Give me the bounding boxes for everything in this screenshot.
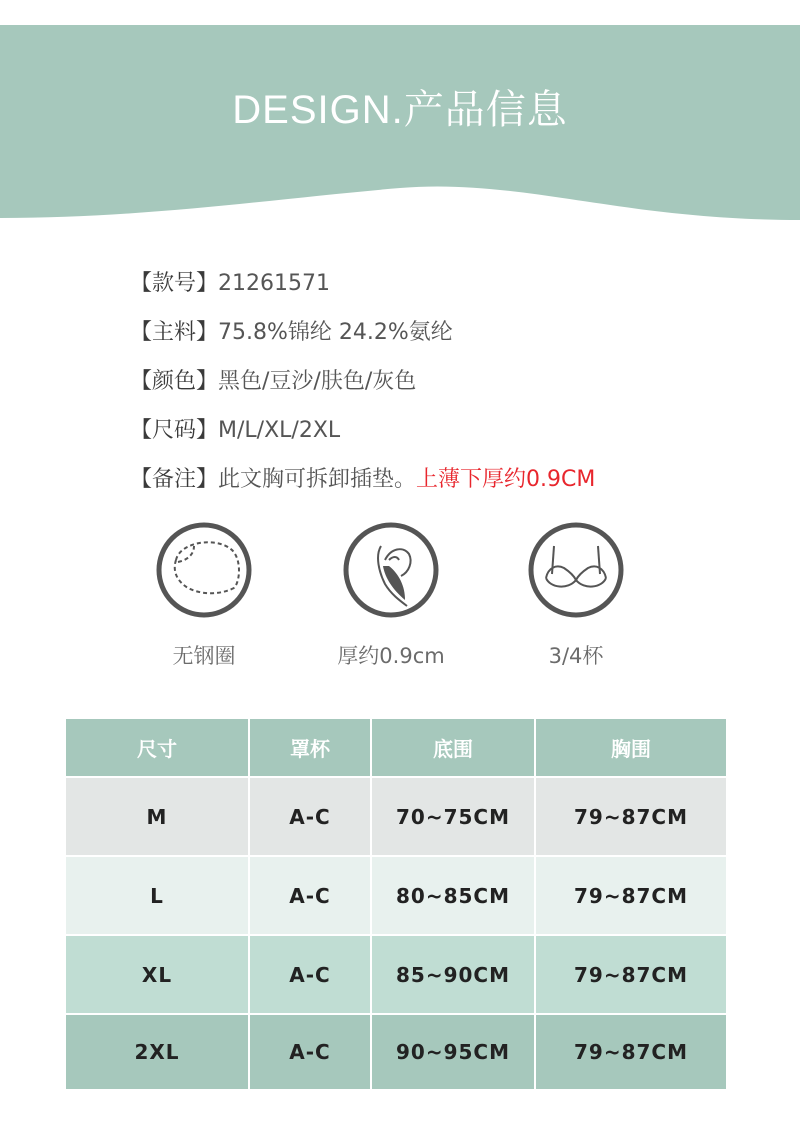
table-cell: A-C (249, 1014, 371, 1090)
table-cell: 90~95CM (371, 1014, 535, 1090)
column-header-size: 尺寸 (65, 718, 249, 777)
table-cell: 80~85CM (371, 856, 535, 935)
column-header-bust: 胸围 (535, 718, 727, 777)
info-row-colors (130, 360, 595, 409)
info-key: 【款号】 (130, 271, 219, 296)
table-cell: A-C (249, 777, 371, 856)
info-value: M/L/XL/2XL (218, 418, 341, 443)
table-cell: XL (65, 935, 249, 1014)
size-table (64, 717, 728, 1091)
info-key: 【主料】 (130, 320, 219, 345)
table-cell: 79~87CM (535, 1014, 727, 1090)
table-cell: 85~90CM (371, 935, 535, 1014)
table-cell: A-C (249, 935, 371, 1014)
info-row-material (130, 311, 595, 360)
info-key: 【备注】 (130, 467, 219, 492)
three-quarter-cup-bra-icon (526, 520, 626, 620)
table-row (65, 856, 727, 935)
feature-cup-type (476, 520, 676, 670)
info-value: 75.8%锦纶 24.2%氨纶 (218, 320, 453, 345)
table-cell: 79~87CM (535, 856, 727, 935)
feature-label: 无钢圈 (172, 644, 236, 668)
table-cell: 2XL (65, 1014, 249, 1090)
info-highlight: 上薄下厚约0.9CM (416, 467, 596, 492)
table-cell: 79~87CM (535, 777, 727, 856)
table-cell: 79~87CM (535, 935, 727, 1014)
table-row (65, 1014, 727, 1090)
table-row (65, 777, 727, 856)
info-value: 此文胸可拆卸插垫。 (218, 467, 417, 492)
header-banner (0, 0, 800, 230)
table-row (65, 935, 727, 1014)
table-cell: A-C (249, 856, 371, 935)
info-row-style-number (130, 262, 595, 311)
table-cell: L (65, 856, 249, 935)
info-key: 【颜色】 (130, 369, 219, 394)
column-header-cup: 罩杯 (249, 718, 371, 777)
column-header-underbust: 底围 (371, 718, 535, 777)
feature-label: 3/4杯 (548, 644, 604, 668)
feature-icons (0, 520, 800, 680)
table-cell: 70~75CM (371, 777, 535, 856)
info-value: 黑色/豆沙/肤色/灰色 (218, 369, 417, 394)
wire-free-cup-icon (154, 520, 254, 620)
feature-thickness (291, 520, 491, 670)
feature-wire-free (104, 520, 304, 670)
info-key: 【尺码】 (130, 418, 219, 443)
feature-label: 厚约0.9cm (337, 644, 445, 668)
info-value: 21261571 (218, 271, 330, 296)
info-row-sizes (130, 409, 595, 458)
product-info-list (130, 262, 595, 507)
table-cell: M (65, 777, 249, 856)
page-title: DESIGN.产品信息 (232, 88, 568, 132)
info-row-notes (130, 458, 595, 507)
padding-thickness-icon (341, 520, 441, 620)
table-header-row (65, 718, 727, 777)
